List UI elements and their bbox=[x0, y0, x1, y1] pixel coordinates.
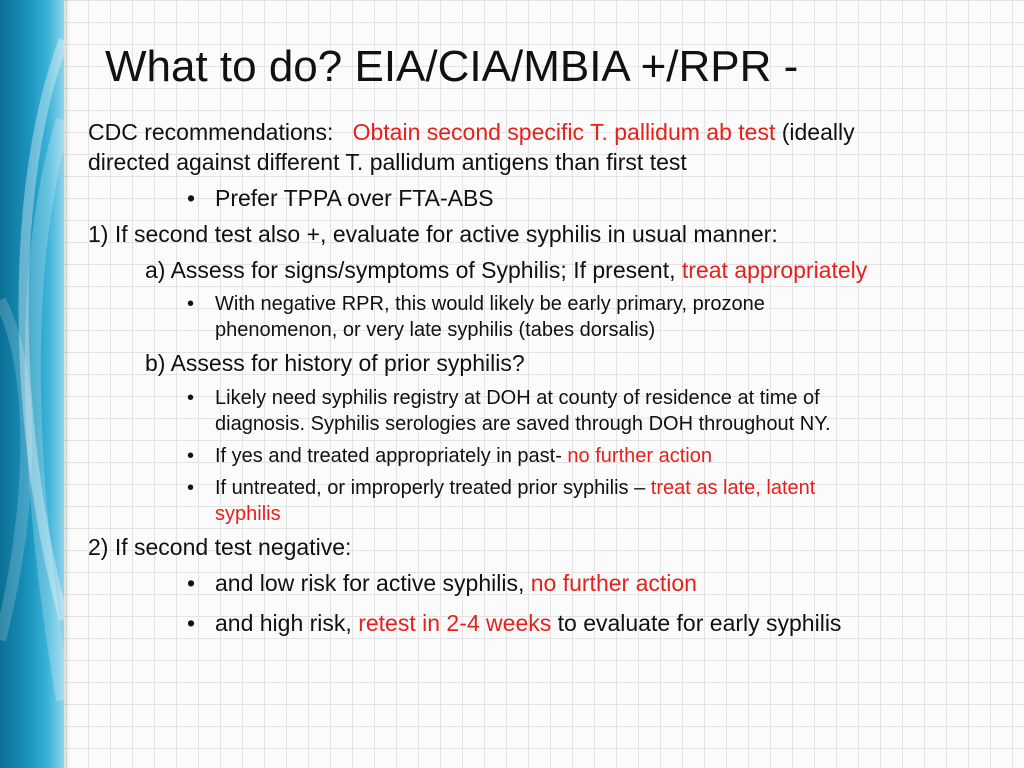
slide-content bbox=[88, 118, 988, 639]
cdc-suffix: (ideally bbox=[775, 119, 855, 145]
band-shadow bbox=[64, 0, 70, 768]
wave-decoration bbox=[0, 0, 64, 768]
item-1b: b) Assess for history of prior syphilis? bbox=[145, 350, 525, 377]
bullet-red-text-2: syphilis bbox=[215, 503, 281, 526]
bullet-dot: • bbox=[187, 445, 195, 468]
cdc-prefix: CDC recommendations: bbox=[88, 119, 334, 145]
item-2-bullet-1 bbox=[88, 569, 988, 599]
bullet-text-line2: diagnosis. Syphilis serologies are saved through DOH throughout NY. bbox=[215, 413, 831, 436]
item-2-bullet-2 bbox=[88, 609, 988, 639]
item-1a-text: a) Assess for signs/symptoms of Syphilis; If present, bbox=[145, 256, 682, 283]
bullet-text: and high risk, bbox=[215, 610, 359, 637]
bullet-dot: • bbox=[187, 184, 196, 211]
item-1: 1) If second test also +, evaluate for active syphilis in usual manner: bbox=[88, 220, 778, 247]
decorative-side-band bbox=[0, 0, 64, 768]
bullet-red-text: retest in 2-4 weeks bbox=[358, 610, 552, 637]
bullet-suffix-text: to evaluate for early syphilis bbox=[551, 610, 842, 637]
bullet-dot: • bbox=[187, 610, 196, 637]
item-2: 2) If second test negative: bbox=[88, 534, 352, 561]
bullet-text-line1: With negative RPR, this would likely be early primary, prozone bbox=[215, 293, 765, 316]
bullet-text-line1: Likely need syphilis registry at DOH at county of residence at time of bbox=[215, 387, 820, 410]
item-1b-bullet-3 bbox=[88, 475, 988, 527]
bullet-text: Prefer TPPA over FTA-ABS bbox=[215, 184, 494, 211]
bullet-tppa bbox=[88, 184, 988, 214]
item-1b-bullet-2 bbox=[88, 443, 988, 469]
cdc-recommendation bbox=[88, 118, 988, 148]
item-1a-red: treat appropriately bbox=[681, 256, 868, 283]
bullet-text: If yes and treated appropriately in past- bbox=[215, 445, 568, 468]
slide-title: What to do? EIA/CIA/MBIA +/RPR - bbox=[105, 42, 799, 91]
bullet-red-text: no further action bbox=[567, 445, 712, 468]
item-1a bbox=[88, 256, 988, 286]
bullet-dot: • bbox=[187, 477, 195, 500]
item-1b-bullet-1 bbox=[88, 385, 988, 437]
bullet-dot: • bbox=[187, 387, 195, 410]
bullet-red-text-1: treat as late, latent bbox=[650, 477, 816, 500]
bullet-text-line2: phenomenon, or very late syphilis (tabes dorsalis) bbox=[215, 319, 656, 342]
cdc-recommendation-line2: directed against different T. pallidum antigens than first test bbox=[88, 148, 687, 175]
bullet-dot: • bbox=[187, 293, 195, 316]
cdc-red-text: Obtain second specific T. pallidum ab test bbox=[352, 119, 776, 145]
bullet-text: and low risk for active syphilis, bbox=[215, 570, 531, 597]
item-1a-bullet bbox=[88, 291, 988, 343]
bullet-text: If untreated, or improperly treated prior syphilis – bbox=[215, 477, 651, 500]
bullet-dot: • bbox=[187, 570, 196, 597]
bullet-red-text: no further action bbox=[530, 570, 697, 597]
